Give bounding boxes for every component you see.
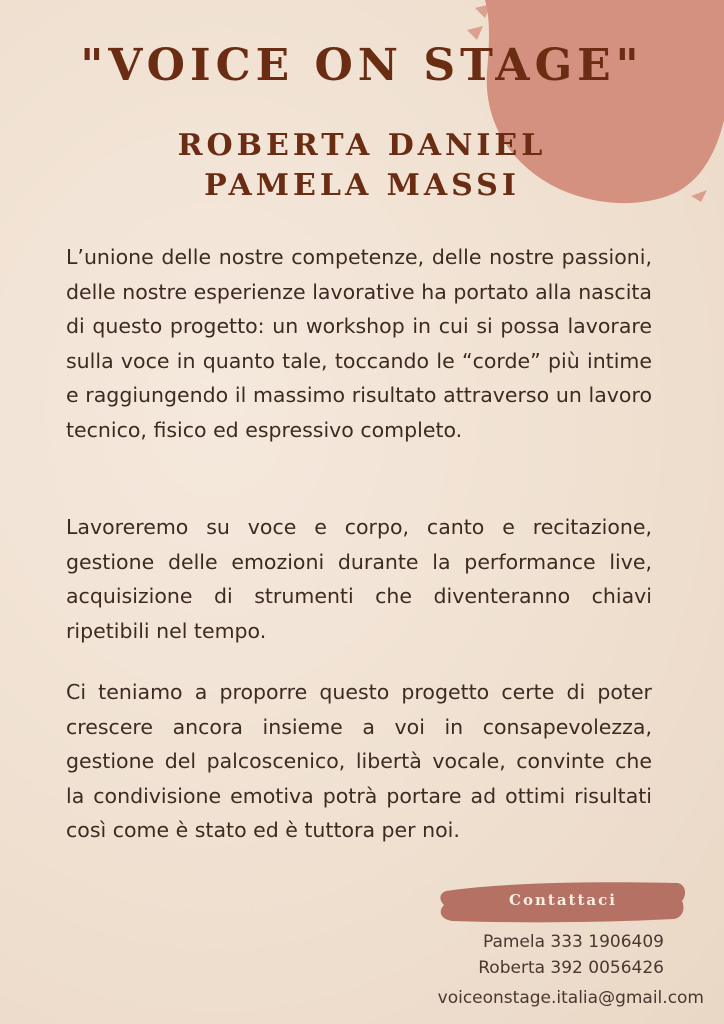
contact-label: Contattaci [509, 891, 617, 909]
author-pamela: PAMELA MASSI [204, 168, 520, 203]
contact-pamela-phone: Pamela 333 1906409 [482, 932, 664, 952]
author-roberta: ROBERTA DANIEL [177, 128, 547, 163]
page-title: "VOICE ON STAGE" [80, 40, 644, 91]
closing-paragraph: Ci teniamo a proporre questo progetto certe di poter crescere ancora insieme a voi in consapevolezza, gestione del palcoscenico, libertà vocale, convinte che la condivisione emotiva potrà portare ad ottimi risultati così come è stato ed è tuttora per noi. [66, 680, 652, 842]
program-paragraph: Lavoreremo su voce e corpo, canto e recitazione, gestione delle emozioni durante la performance live, acquisizione di strumenti che diventeranno chiavi ripetibili nel tempo. [66, 515, 652, 643]
contact-button[interactable] [438, 877, 688, 927]
intro-paragraph: L’unione delle nostre competenze, delle nostre passioni, delle nostre esperienze lavorative ha portato alla nascita di questo progetto: un workshop in cui si possa lavorare sulla voce in quanto tale, toccando le “corde” più intime e raggiungendo il massimo risultato attraverso un lavoro tecnico, fisico ed espressivo completo. [66, 245, 652, 442]
contact-roberta-phone: Roberta 392 0056426 [478, 958, 664, 978]
contact-email[interactable]: voiceonstage.italia@gmail.com [437, 988, 704, 1008]
